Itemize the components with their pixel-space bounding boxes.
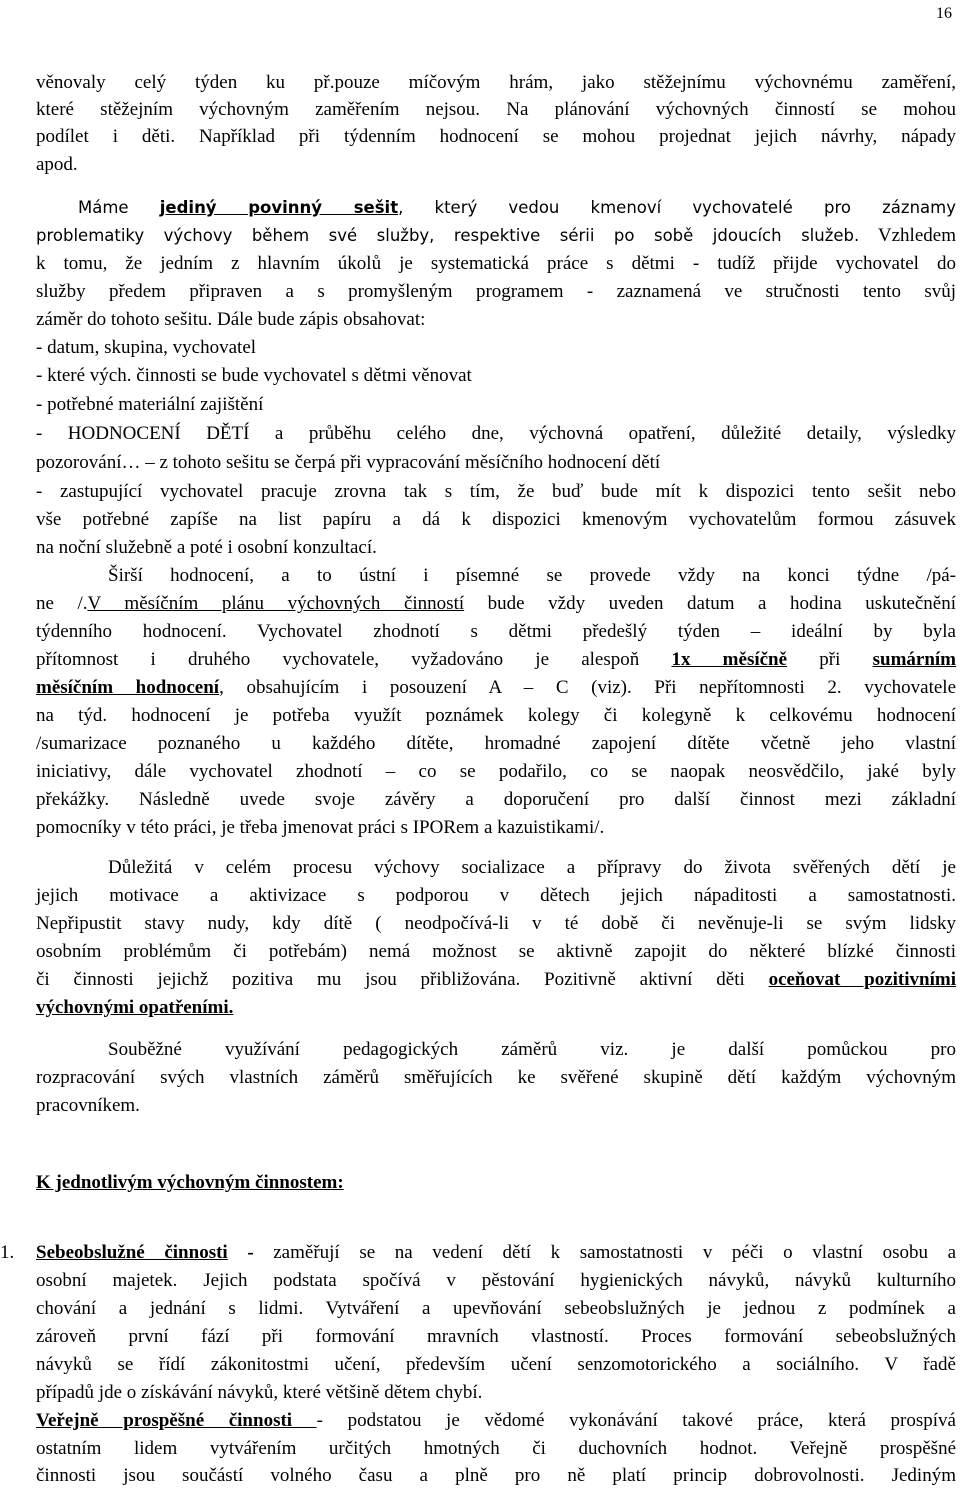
underlined-text: V měsíčním plánu výchovných činností — [87, 593, 465, 614]
text-line: návyků se řídí zákonitostmi učení, především učení senzomotorického a sociálního. V řadě — [36, 1354, 956, 1375]
text-line: měsíčním hodnocení, obsahujícím i posouzení A – C (viz). Při nepřítomnosti 2. vychovatele — [36, 677, 956, 698]
section-heading: K jednotlivým výchovným činnostem: — [36, 1172, 344, 1193]
text-line: - potřebné materiální zajištění — [36, 394, 264, 415]
text-line: věnovaly celý týden ku př.pouze míčovým hrám, jako stěžejnímu výchovnému zaměření, — [36, 72, 956, 93]
text-line: které stěžejním výchovným zaměřením nejsou. Na plánování výchovných činností se mohou — [36, 99, 956, 120]
emphasis-underlined: Sebeobslužné činnosti — [36, 1242, 228, 1263]
text-line: výchovnými opatřeními. — [36, 997, 234, 1018]
text-line: činnosti jsou součástí volného času a plně pro ně platí princip dobrovolnosti. Jediným — [36, 1465, 956, 1486]
text-line: ostatním lidem vytvářením určitých hmotných či duchovních hodnot. Veřejně prospěšné — [36, 1438, 956, 1459]
list-number: 1. — [0, 1242, 15, 1263]
text-line: Sebeobslužné činnosti - zaměřují se na vedení dětí k samostatnosti v péči o vlastní osobu a — [36, 1242, 956, 1263]
text-line: - které vých. činnosti se bude vychovatel s dětmi věnovat — [36, 365, 472, 386]
text-line: /sumarizace poznaného u každého dítěte, hromadné zapojení dítěte včetně jeho vlastní — [36, 733, 956, 754]
emphasis-underlined: oceňovat pozitivními — [768, 969, 956, 990]
text-line: Souběžné využívání pedagogických záměrů viz. je další pomůckou pro — [108, 1039, 956, 1060]
text-line: služby předem připraven a s promyšleným programem - zaznamená ve stručnosti tento svůj — [36, 281, 956, 302]
text-line: apod. — [36, 154, 78, 175]
text-line: ne /.V měsíčním plánu výchovných činností bude vždy uveden datum a hodina uskutečnění — [36, 593, 956, 614]
text-line: vše potřebné zapíše na list papíru a dá k dispozici kmenovým vychovatelům formou zásuvek — [36, 509, 956, 530]
emphasis-underlined: jediný povinný sešit — [159, 198, 399, 217]
emphasis-underlined: Veřejně prospěšné činnosti — [36, 1410, 317, 1431]
text-line: pracovníkem. — [36, 1095, 140, 1116]
text-line: osobní majetek. Jejich podstata spočívá v pěstování hygienických návyků, návyků kulturního — [36, 1270, 956, 1291]
text-line: pozorování… – z tohoto sešitu se čerpá při vypracování měsíčního hodnocení dětí — [36, 452, 661, 473]
text-line: na týd. hodnocení je potřeba využít poznámek kolegy či kolegyně k celkovému hodnocení — [36, 705, 956, 726]
text-line: překážky. Následně uvede svoje závěry a doporučení pro další činnost mezi základní — [36, 789, 956, 810]
emphasis-underlined: 1x měsíčně — [671, 649, 788, 670]
emphasis-underlined: sumárním — [872, 649, 957, 670]
text-line: chování a jednání s lidmi. Vytváření a upevňování sebeobslužných je jednou z podmínek a — [36, 1298, 956, 1319]
text-line: rozpracování svých vlastních záměrů směřujících ke svěřené skupině dětí každým výchovným — [36, 1067, 956, 1088]
text-line: - HODNOCENÍ DĚTÍ a průběhu celého dne, výchovná opatření, důležité detaily, výsledky — [36, 423, 956, 444]
text-line: na noční služebně a poté i osobní konzultací. — [36, 537, 377, 558]
text-line: problematiky výchovy během své služby, respektive sérii po sobě jdoucích služeb. Vzhledem — [36, 225, 956, 246]
text-line: týdenního hodnocení. Vychovatel zhodnotí s dětmi předešlý týden – ideální by byla — [36, 621, 956, 642]
text-line: - zastupující vychovatel pracuje zrovna tak s tím, že buď bude mít k dispozici tento sešit nebo — [36, 481, 956, 502]
text-line: Širší hodnocení, a to ústní i písemné se provede vždy na konci týdne /pá- — [108, 565, 956, 586]
text-line: případů jde o získávání návyků, které většině dětem chybí. — [36, 1382, 483, 1403]
text-line: přítomnost i druhého vychovatele, vyžadováno je alespoň 1x měsíčně při sumárním — [36, 649, 957, 670]
text-line: Máme jediný povinný sešit, který vedou kmenoví vychovatelé pro záznamy — [78, 198, 956, 217]
text-line: iniciativy, dále vychovatel zhodnotí – co se podařilo, co se naopak neosvědčilo, jaké byly — [36, 761, 956, 782]
emphasis-underlined: měsíčním hodnocení — [36, 677, 220, 698]
text-line: podílet i děti. Například při týdenním hodnocení se mohou projednat jejich návrhy, nápady — [36, 126, 956, 147]
text-line: Veřejně prospěšné činnosti - podstatou je vědomé vykonávání takové práce, která prospívá — [36, 1410, 956, 1431]
text-line: zároveň první fází při formování mravních vlastností. Proces formování sebeobslužných — [36, 1326, 956, 1347]
text-line: pomocníky v této práci, je třeba jmenovat práci s IPORem a kazuistikami/. — [36, 817, 605, 838]
text-line: záměr do tohoto sešitu. Dále bude zápis obsahovat: — [36, 309, 426, 330]
text-line: jejich motivace a aktivizace s podporou v dětech jejich nápaditosti a samostatnosti. — [36, 885, 956, 906]
text-line: - datum, skupina, vychovatel — [36, 337, 257, 358]
text-line: Důležitá v celém procesu výchovy socializace a přípravy do života svěřených dětí je — [108, 857, 956, 878]
text-line: Nepřipustit stavy nudy, kdy dítě ( neodpočívá-li v té době či nevěnuje-li se svým lidsky — [36, 913, 956, 934]
text-line: k tomu, že jedním z hlavním úkolů je systematická práce s dětmi - tudíž přijde vychovatel do — [36, 253, 956, 274]
text-line: osobním problémům či potřebám) nemá možnost se aktivně zapojit do některé blízké činnosti — [36, 941, 956, 962]
page-number: 16 — [936, 5, 952, 22]
text-line: či činnosti jejichž pozitiva mu jsou přibližována. Pozitivně aktivní děti oceňovat pozitivními — [36, 969, 956, 990]
